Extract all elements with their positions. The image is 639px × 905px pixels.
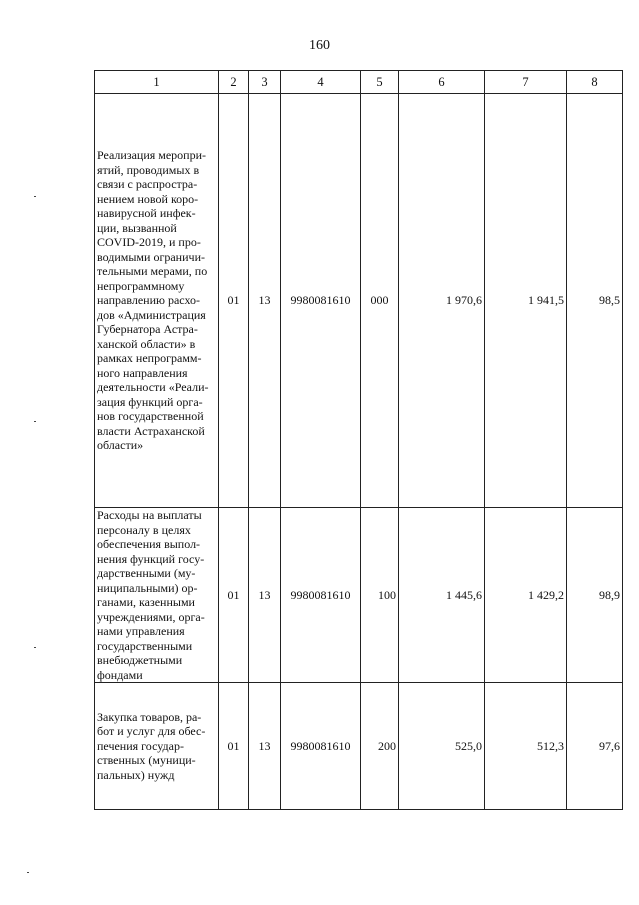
header-col-6: 6	[399, 71, 485, 94]
scan-speck	[34, 421, 36, 422]
actual-amount-cell: 1 429,2	[485, 508, 567, 683]
header-col-8: 8	[567, 71, 623, 94]
scan-speck	[34, 196, 36, 197]
expense-type-cell: 000	[361, 94, 399, 508]
header-col-3: 3	[249, 71, 281, 94]
row-name-cell	[95, 508, 219, 683]
header-col-4: 4	[281, 71, 361, 94]
table-row	[95, 508, 623, 683]
execution-percent-cell: 97,6	[567, 683, 623, 810]
header-col-7: 7	[485, 71, 567, 94]
planned-amount-cell: 1 970,6	[399, 94, 485, 508]
row-name-text: Закупка товаров, ра- бот и услуг для обес- печения государ- ственных (муници- пальных) нужд	[97, 709, 206, 782]
header-col-5: 5	[361, 71, 399, 94]
actual-amount-cell: 512,3	[485, 683, 567, 810]
expense-type-cell: 100	[361, 508, 399, 683]
scan-speck	[34, 647, 36, 648]
header-col-2: 2	[219, 71, 249, 94]
page-number: 160	[309, 38, 330, 53]
row-name-cell	[95, 683, 219, 810]
target-article-cell: 9980081610	[281, 683, 361, 810]
planned-amount-cell: 525,0	[399, 683, 485, 810]
target-article-cell: 9980081610	[281, 508, 361, 683]
section-code-cell: 01	[219, 683, 249, 810]
section-code-cell: 01	[219, 508, 249, 683]
header-row	[95, 71, 623, 94]
actual-amount-cell: 1 941,5	[485, 94, 567, 508]
subsection-code-cell: 13	[249, 683, 281, 810]
row-name-cell	[95, 94, 219, 508]
target-article-cell: 9980081610	[281, 94, 361, 508]
execution-percent-cell: 98,5	[567, 94, 623, 508]
section-code-cell: 01	[219, 94, 249, 508]
row-name-text: Реализация меропри- ятий, проводимых в связи с распростра- нением новой коро- навирусной инфек- ции, вызванной COVID-2019, и про- водимыми ограничи- тельными мерами, по непрограммному направлению расхо- дов «Администрация Губернатора Астра- ханской области» в рамках непрограмм- ного направления деятельности «Реали- зация функций орга- нов государственной власти Астраханской области»	[97, 148, 209, 453]
planned-amount-cell: 1 445,6	[399, 508, 485, 683]
subsection-code-cell: 13	[249, 94, 281, 508]
header-col-1: 1	[95, 71, 219, 94]
row-name-text: Расходы на выплаты персоналу в целях обеспечения выпол- нения функций госу- дарственными (му- ниципальными) ор- ганами, казенными учреждениями, орга- нами управления государственными внебюджетными фондами	[97, 508, 205, 682]
expense-type-cell: 200	[361, 683, 399, 810]
budget-table	[94, 70, 623, 810]
table-row	[95, 94, 623, 508]
subsection-code-cell: 13	[249, 508, 281, 683]
execution-percent-cell: 98,9	[567, 508, 623, 683]
table-row	[95, 683, 623, 810]
scan-speck	[27, 872, 29, 873]
